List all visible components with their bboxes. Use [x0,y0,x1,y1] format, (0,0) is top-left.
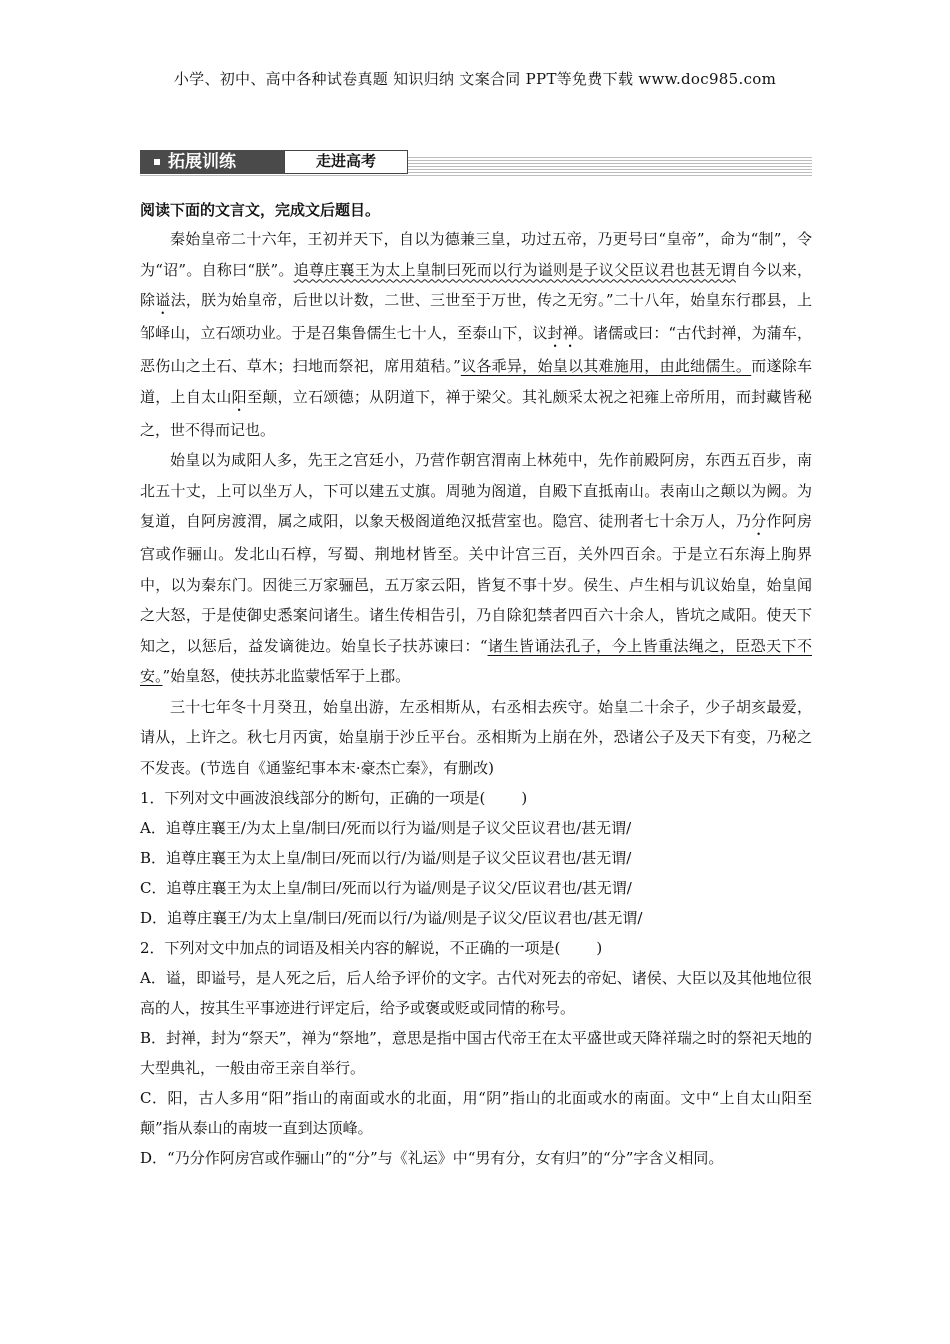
section-banner [140,150,812,178]
p2-text-b: 作阿房宫或作骊山。发北山石椁，写蜀、荆地材皆至。关中计宫三百，关外四百余。于是立石东海上朐界中，以为秦东门。因徙三万家骊邑，五万家云阳，皆复不事十岁。侯生、卢生相与讥议始皇，始皇闻之大怒，于是使御史悉案问诸生。诸生传相告引，乃自除犯禁者四百六十余人，皆坑之咸阳。使天下知之，以惩后，益发谪徙边。始皇长子扶苏谏曰：“ [140,512,812,655]
dotted-word-fen: 分 [751,512,767,530]
underlined-sentence-1: 议各乖异，始皇以其难施用，由此绌儒生。 [460,357,752,375]
q2-option-d: D．“乃分作阿房宫或作骊山”的“分”与《礼运》中“男有分，女有归”的“分”字含义相同。 [140,1149,724,1167]
p1-text-c: 法，朕为始皇帝，后世以计数，二世、三世至于万世，传之无穷。”二十八年，始皇东行郡县，上邹峄山，立石颂功业。于是召集鲁儒生七十人，至泰山下，议 [140,291,812,342]
q2-option-a: A．谥，即谥号，是人死之后，后人给予评价的文字。古代对死去的帝妃、诸侯、大臣以及其他地位很高的人，按其生平事迹进行评定后，给予或褒或贬或同情的称号。 [140,969,812,1017]
wavy-underlined-sentence: 追尊庄襄王为太上皇制曰死而以行为谥则是子议父臣议君也甚无谓 [293,260,736,279]
question-2 [140,933,812,1173]
underlined-sentence-2: 诸生皆诵法孔子，今上皆重法绳之，臣恐天下不安。 [140,636,812,685]
q1-option-c: C．追尊庄襄王为太上皇/制曰/死而以行为谥/则是子议父/臣议君也/甚无谓/ [140,879,632,897]
question-2-stem [140,933,812,963]
p1-text-b: 自今以来，除 [140,260,812,309]
q1-option-a: A．追尊庄襄王/为太上皇/制曰/死而以行为谥/则是子议父臣议君也/甚无谓/ [140,819,632,837]
q2-option-b: B．封禅，封为“祭天”，禅为“祭地”，意思是指中国古代帝王在太平盛世或天降祥瑞之时的祭祀天地的大型典礼，一般由帝王亲自举行。 [140,1029,812,1077]
square-bullet-icon [154,159,160,165]
dotted-word-fengshan: 封禅 [547,324,578,342]
page-header: 小学、初中、高中各种试卷真题 知识归纳 文案合同 PPT等免费下载 www.doc985.com [173,70,777,88]
banner-left-tag [140,150,284,174]
p2-text-c: ”始皇怒，使扶苏北监蒙恬军于上郡。 [162,667,411,685]
instruction: 阅读下面的文言文，完成文后题目。 [140,201,381,219]
dotted-word-yang: 阳 [231,387,247,406]
q1-stem-text: 1．下列对文中画波浪线部分的断句，正确的一项是( [140,789,486,807]
question-1 [140,783,812,933]
banner-right-label: 走进高考 [284,150,408,174]
dotted-word-shi: 谥 [155,291,171,309]
q1-option-b: B．追尊庄襄王为太上皇/制曰/死而以行/为谥/则是子议父臣议君也/甚无谓/ [140,849,632,867]
document-body [140,196,812,1173]
passage-paragraph-2 [140,445,812,692]
q2-stem-close: ) [596,939,603,957]
passage-paragraph-1 [140,224,812,445]
p1-text-e: 而遂除车道，上自太山 [140,357,812,406]
q2-stem-text: 2．下列对文中加点的词语及相关内容的解说，不正确的一项是( [140,939,561,957]
passage-paragraph-3: 三十七年冬十月癸丑，始皇出游，左丞相斯从，右丞相去疾守。始皇二十余子，少子胡亥最爱，请从，上许之。秋七月丙寅，始皇崩于沙丘平台。丞相斯为上崩在外，恐诸公子及天下有变，乃秘之不发丧。(节选自《通鉴纪事本末·豪杰亡秦》，有删改) [140,697,812,777]
question-1-stem [140,783,812,813]
q1-stem-close: ) [521,789,528,807]
p1-text-a: 秦始皇帝二十六年，王初并天下，自以为德兼三皇，功过五帝，乃更号曰“皇帝”，命为“制”，令为“诏”。自称曰“朕”。 [140,230,812,279]
q1-option-d: D．追尊庄襄王/为太上皇/制曰/死而以行/为谥/则是子议父/臣议君也/甚无谓/ [140,909,643,927]
p2-text-a: 始皇以为咸阳人多，先王之宫廷小，乃营作朝宫渭南上林苑中，先作前殿阿房，东西五百步，南北五十丈，上可以坐万人，下可以建五丈旗。周驰为阁道，自殿下直抵南山。表南山之颠以为阙。为复道，自阿房渡渭，属之咸阳，以象天极阁道绝汉抵营室也。隐宫、徒刑者七十余万人，乃 [140,451,812,530]
q2-option-c: C．阳，古人多用“阳”指山的南面或水的北面，用“阴”指山的北面或水的南面。文中“上自太山阳至颠”指从泰山的南坡一直到达顶峰。 [140,1089,812,1137]
p1-text-f: 至颠，立石颂德；从阴道下，禅于梁父。其礼颇采太祝之祀雍上帝所用，而封藏皆秘之，世不得而记也。 [140,387,812,439]
p1-text-d: 。诸儒或曰：“古代封禅，为蒲车，恶伤山之土石、草木；扫地而祭祀，席用葅秸。” [140,324,812,375]
banner-left-label: 拓展训练 [168,152,236,172]
